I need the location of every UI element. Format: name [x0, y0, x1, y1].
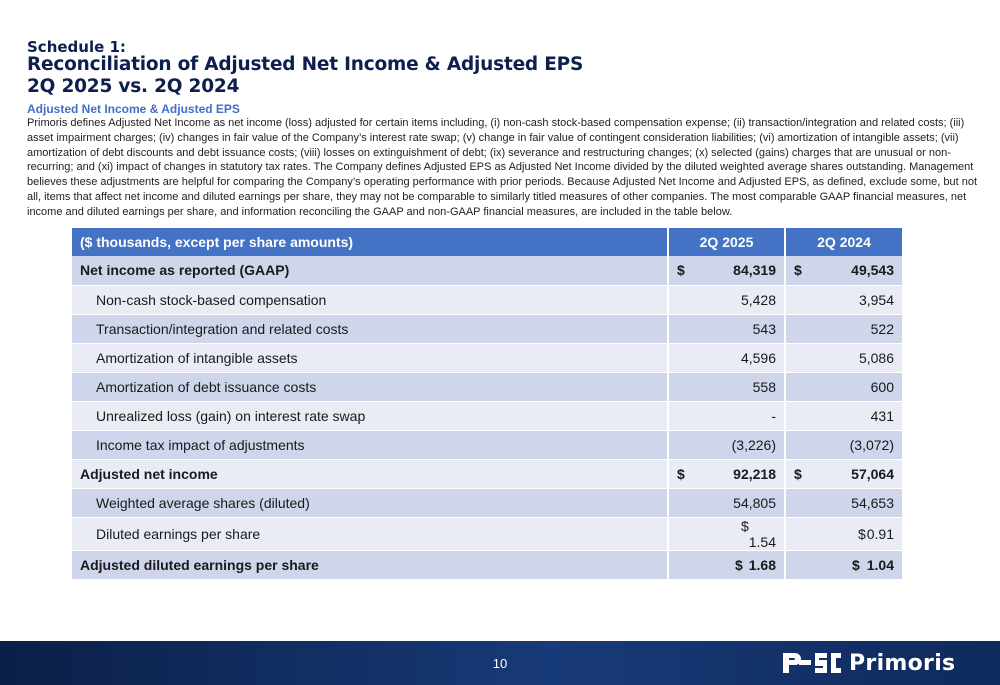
value-2q2024: 3,954: [785, 285, 902, 314]
row-label: Unrealized loss (gain) on interest rate swap: [72, 401, 668, 430]
row-label: Net income as reported (GAAP): [72, 256, 668, 285]
row-label: Diluted earnings per share: [72, 517, 668, 550]
table-row: [72, 459, 902, 488]
company-logo: [781, 650, 955, 676]
value-2q2025: 543: [668, 314, 785, 343]
header-2q2025: 2Q 2025: [668, 228, 785, 256]
table-row: [72, 372, 902, 401]
row-label: Adjusted diluted earnings per share: [72, 550, 668, 579]
table-row: [72, 488, 902, 517]
value-2q2024: $ 57,064: [785, 459, 902, 488]
value-2q2025: 54,805: [668, 488, 785, 517]
page-title: [27, 54, 583, 98]
table-row: [72, 314, 902, 343]
value-2q2025: 5,428: [668, 285, 785, 314]
definition-paragraph: Primoris defines Adjusted Net Income as net income (loss) adjusted for certain items including, (i) non-cash stock-based compensation expense; (ii) transaction/integration and related costs; (iii) asset impairment charges; (iv) changes in fair value of the Company’s interest rate swap; (v) change in fair value of contingent consideration liabilities; (vi) amortization of intangible assets; (vii) amortization of debt discounts and debt issuance costs; (viii) losses on extinguishment of debt; (ix) severance and restructuring changes; (x) selected (gains) charges that are unusual or non-recurring; and (xi) impact of changes in statutory tax rates. The Company defines Adjusted EPS as Adjusted Net Income divided by the diluted weighted average shares outstanding. Management believes these adjustments are helpful for comparing the Company’s operating performance with prior periods. Because Adjusted Net Income and Adjusted EPS, as defined, exclude some, but not all, items that affect net income and diluted earnings per share, they may not be comparable to similarly titled measures of other companies. The most comparable GAAP financial measures, net income and diluted earnings per share, and information reconciling the GAAP and non-GAAP financial measures, are included in the table below.: [27, 117, 978, 218]
row-label: Non-cash stock-based compensation: [72, 285, 668, 314]
value-2q2024: 5,086: [785, 343, 902, 372]
psc-logo-icon: [781, 651, 843, 675]
value-2q2024: $ 49,543: [785, 256, 902, 285]
value-2q2024: $ 1.04: [785, 550, 902, 579]
value-2q2024: 54,653: [785, 488, 902, 517]
value-2q2025: 4,596: [668, 343, 785, 372]
value-2q2024: $ 0.91: [785, 517, 902, 550]
table-row: [72, 517, 902, 550]
value-2q2025: (3,226): [668, 430, 785, 459]
value-2q2025: $ 92,218: [668, 459, 785, 488]
reconciliation-table: [72, 228, 902, 580]
value-2q2024: (3,072): [785, 430, 902, 459]
value-2q2025: $ 1.54: [668, 517, 785, 550]
value-2q2025: $ 84,319: [668, 256, 785, 285]
row-label: Weighted average shares (diluted): [72, 488, 668, 517]
table-row: [72, 550, 902, 579]
section-subheading: Adjusted Net Income & Adjusted EPS: [27, 102, 240, 116]
row-label: Transaction/integration and related costs: [72, 314, 668, 343]
table-row: [72, 343, 902, 372]
header-label: ($ thousands, except per share amounts): [72, 228, 668, 256]
row-label: Adjusted net income: [72, 459, 668, 488]
table-row: [72, 401, 902, 430]
table-row: [72, 285, 902, 314]
table-row: [72, 256, 902, 285]
row-label: Income tax impact of adjustments: [72, 430, 668, 459]
header-2q2024: 2Q 2024: [785, 228, 902, 256]
table-row: [72, 430, 902, 459]
title-line-1: Reconciliation of Adjusted Net Income & Adjusted EPS: [27, 54, 584, 75]
title-line-2: 2Q 2025 vs. 2Q 2024: [27, 76, 240, 97]
logo-wordmark: Primoris: [849, 650, 956, 676]
value-2q2025: $ 1.68: [668, 550, 785, 579]
table-header-row: [72, 228, 902, 256]
value-2q2025: 558: [668, 372, 785, 401]
schedule-label: Schedule 1:: [27, 38, 126, 56]
row-label: Amortization of debt issuance costs: [72, 372, 668, 401]
row-label: Amortization of intangible assets: [72, 343, 668, 372]
page-number: 10: [492, 656, 508, 671]
value-2q2024: 522: [785, 314, 902, 343]
value-2q2025: -: [668, 401, 785, 430]
value-2q2024: 600: [785, 372, 902, 401]
value-2q2024: 431: [785, 401, 902, 430]
